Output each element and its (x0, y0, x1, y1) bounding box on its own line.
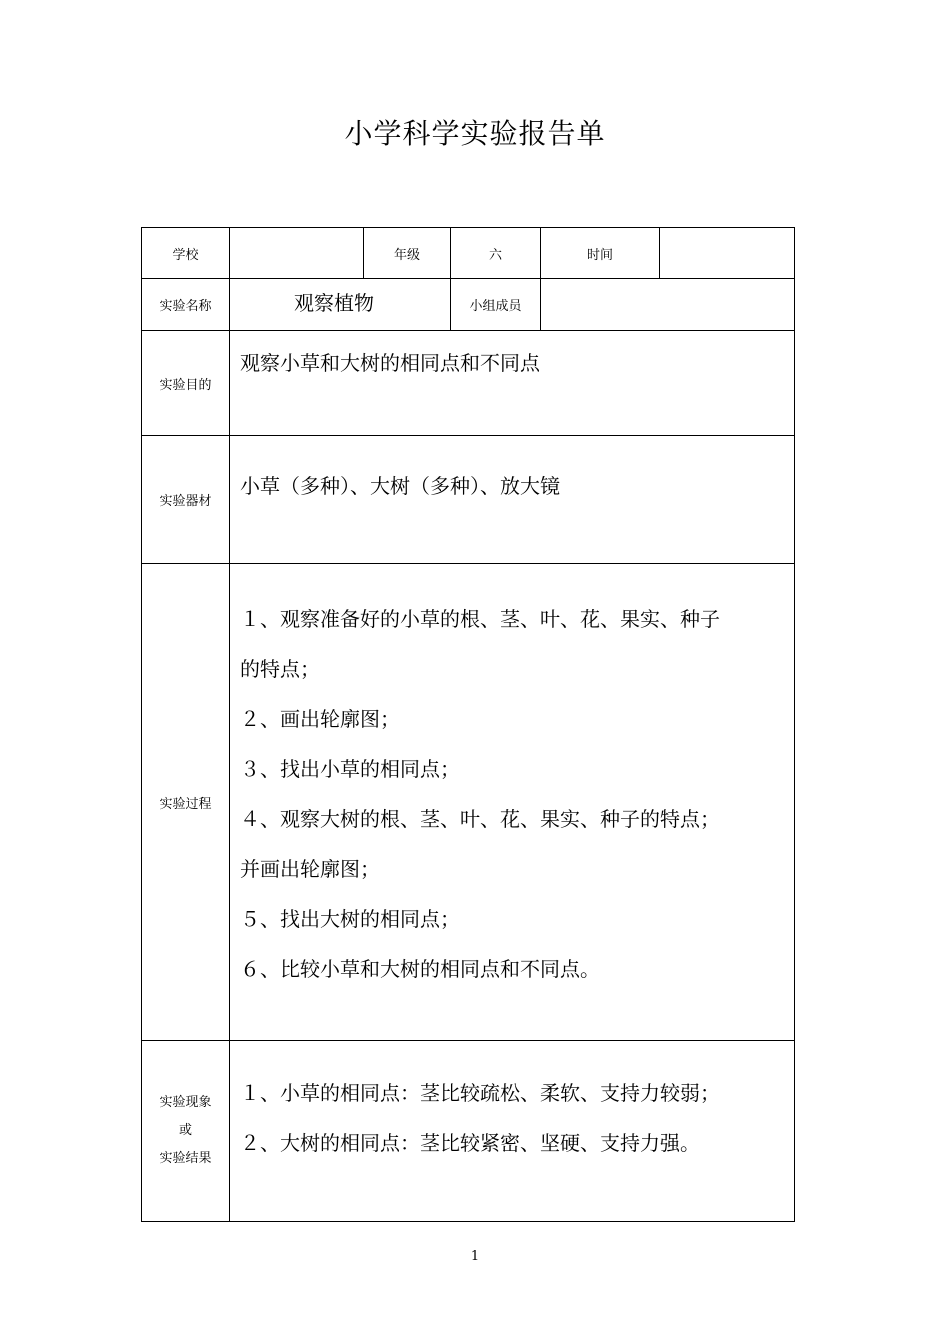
result-label (142, 1041, 230, 1222)
process-line: 并画出轮廓图； (240, 857, 380, 881)
process-content (230, 564, 795, 1041)
table-row (142, 331, 795, 436)
table-row (142, 279, 795, 331)
time-label: 时间 (541, 228, 660, 279)
process-line: 的特点； (240, 657, 320, 681)
result-content (230, 1041, 795, 1222)
grade-value: 六 (451, 228, 541, 279)
process-line: ２、画出轮廓图； (240, 707, 400, 731)
result-label-line: 实验结果 (159, 1151, 212, 1166)
page-title: 小学科学实验报告单 (344, 117, 606, 150)
result-line: １、小草的相同点：茎比较疏松、柔软、支持力较弱； (240, 1081, 720, 1105)
report-table (141, 227, 795, 1222)
group-members-label: 小组成员 (451, 279, 541, 331)
page-number: 1 (470, 1249, 480, 1264)
process-line: ３、找出小草的相同点； (240, 757, 460, 781)
result-label-line: 实验现象 (159, 1095, 212, 1110)
result-label-line: 或 (178, 1123, 192, 1138)
materials-label: 实验器材 (142, 436, 230, 564)
purpose-value: 观察小草和大树的相同点和不同点 (230, 331, 795, 436)
table-row (142, 564, 795, 1041)
process-line: ４、观察大树的根、茎、叶、花、果实、种子的特点； (240, 807, 720, 831)
table-row (142, 1041, 795, 1222)
process-line: ６、比较小草和大树的相同点和不同点。 (240, 957, 600, 981)
time-value (660, 228, 795, 279)
group-members-value (541, 279, 795, 331)
process-label: 实验过程 (142, 564, 230, 1041)
table-row (142, 436, 795, 564)
grade-label: 年级 (364, 228, 451, 279)
experiment-name-value: 观察植物 (230, 279, 451, 331)
materials-value: 小草（多种）、大树（多种）、放大镜 (230, 436, 795, 564)
school-label: 学校 (142, 228, 230, 279)
purpose-label: 实验目的 (142, 331, 230, 436)
table-row (142, 228, 795, 279)
school-value (230, 228, 364, 279)
process-line: １、观察准备好的小草的根、茎、叶、花、果实、种子 (240, 607, 720, 631)
experiment-name-label: 实验名称 (142, 279, 230, 331)
process-line: ５、找出大树的相同点； (240, 907, 460, 931)
result-line: ２、大树的相同点：茎比较紧密、坚硬、支持力强。 (240, 1131, 700, 1155)
